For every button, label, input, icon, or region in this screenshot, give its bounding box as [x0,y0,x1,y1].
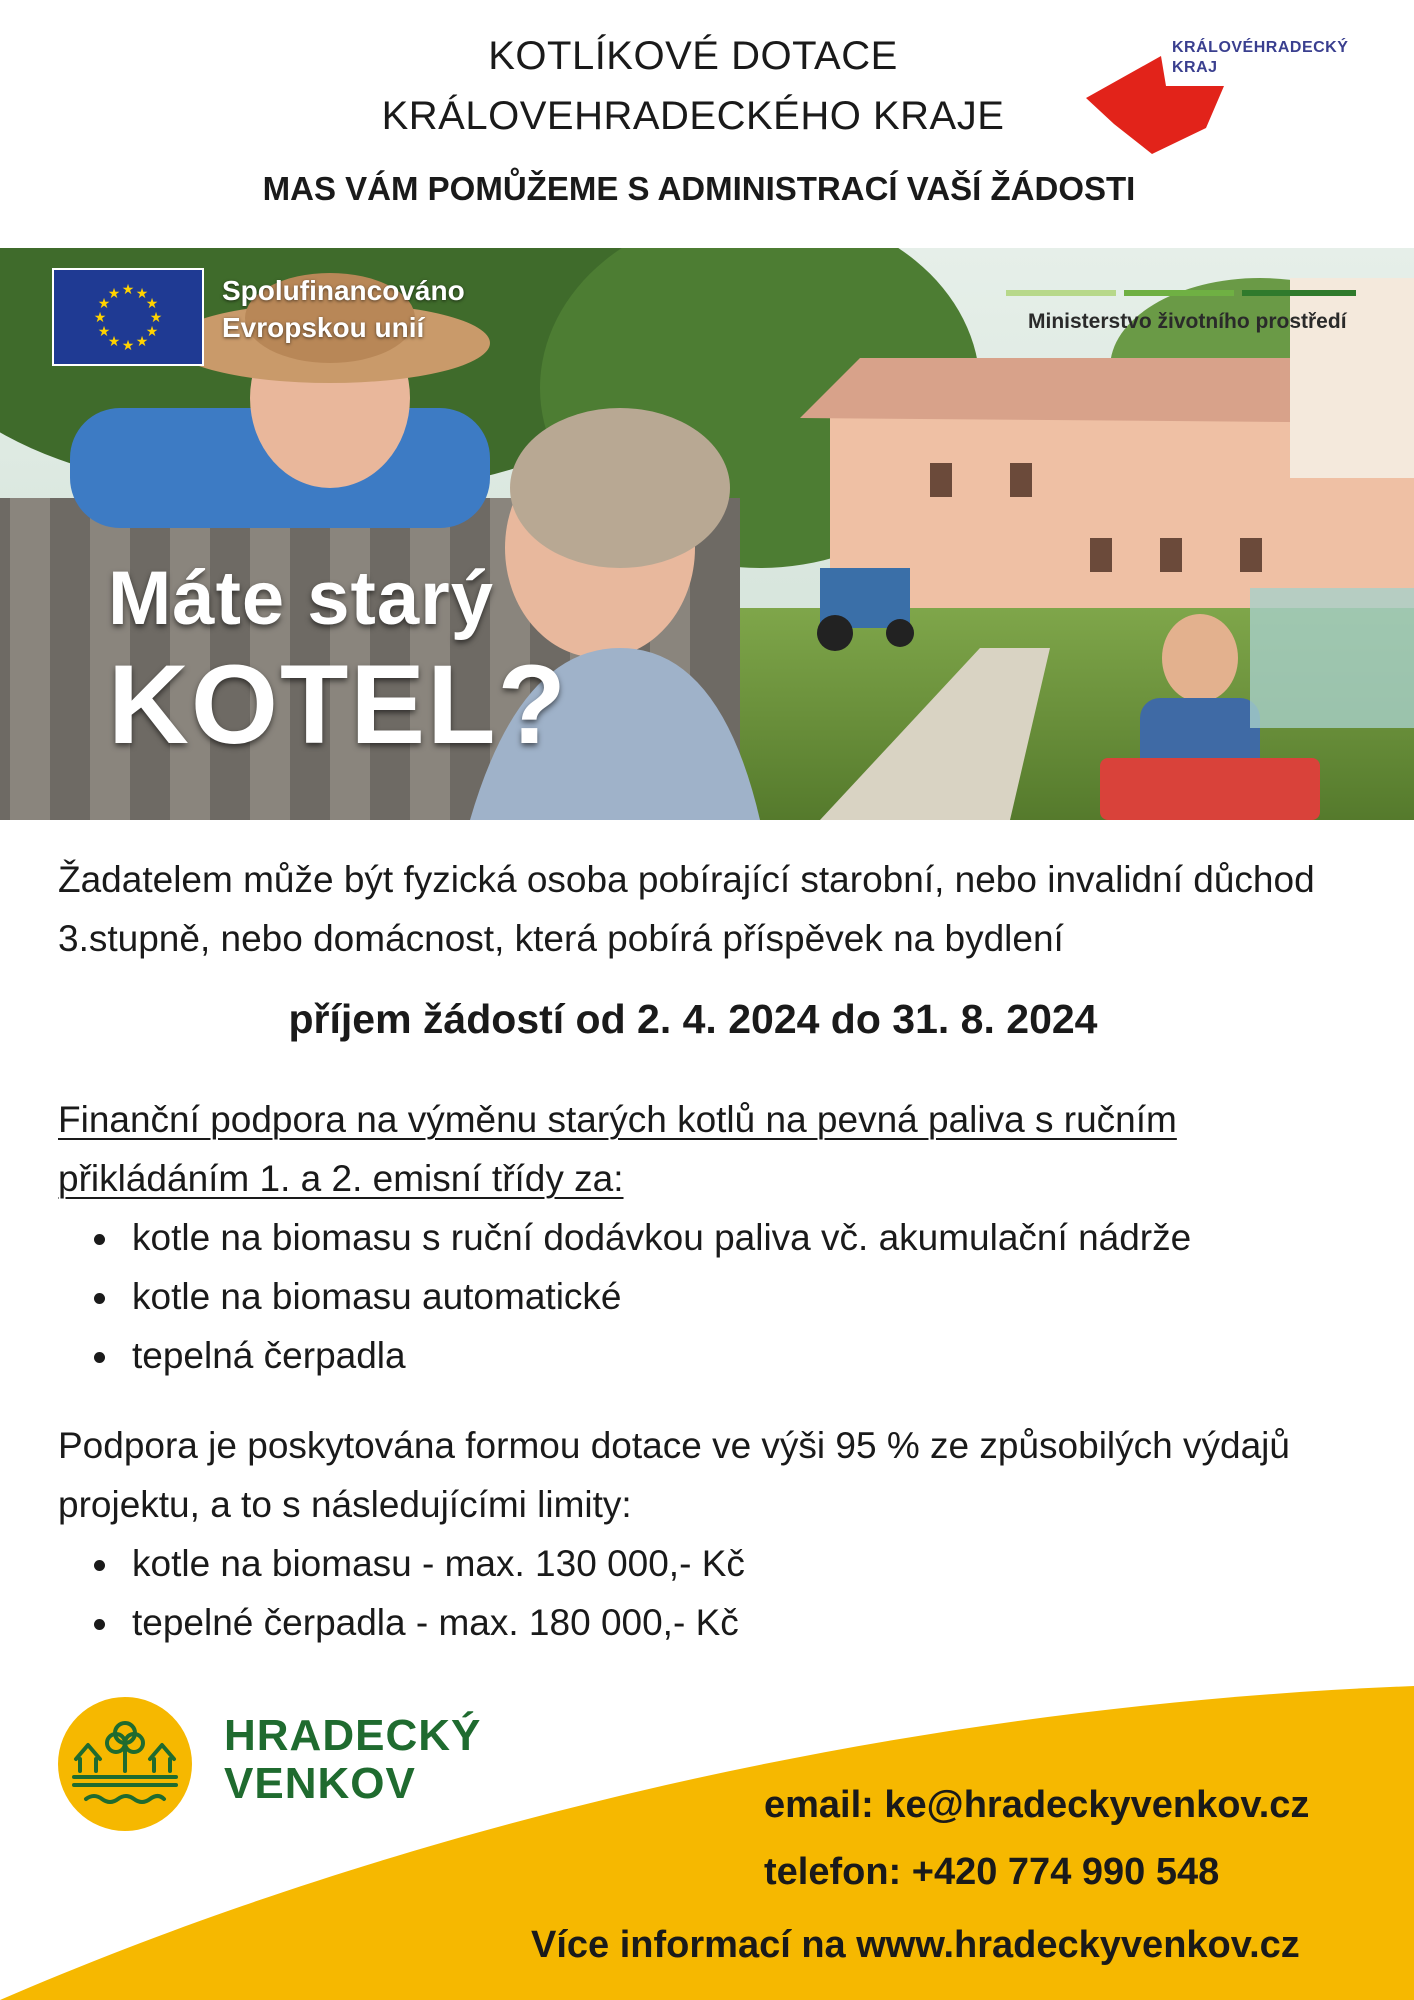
ministry-label: Ministerstvo životního prostředí [1028,310,1347,333]
list-item: kotle na biomasu s ruční dodávkou paliva vč. akumulační nádrže [58,1208,1191,1267]
title-line-1: KOTLÍKOVÉ DOTACE [488,34,898,78]
ministry-logo-bars [1006,290,1356,298]
list-item: tepelné čerpadla - max. 180 000,- Kč [58,1593,745,1652]
website-link[interactable]: Více informací na www.hradeckyvenkov.cz [531,1924,1300,1966]
banner-headline-line-2: KOTEL? [108,642,568,767]
svg-text:★: ★ [97,296,111,312]
svg-text:★: ★ [145,324,159,340]
svg-text:★: ★ [97,324,111,340]
svg-text:★: ★ [149,310,163,326]
application-period: příjem žádostí od 2. 4. 2024 do 31. 8. 2024 [288,996,1098,1042]
support-list [58,1208,1191,1385]
contact-phone-link[interactable]: telefon: +420 774 990 548 [764,1851,1220,1893]
contact-email-link[interactable]: email: ke@hradeckyvenkov.cz [764,1784,1310,1826]
svg-text:★: ★ [145,296,159,312]
list-item: tepelná čerpadla [58,1326,1191,1385]
limits-list [58,1534,745,1652]
list-item: kotle na biomasu automatické [58,1267,1191,1326]
eu-flag-icon [52,268,204,366]
svg-text:★: ★ [135,334,149,350]
svg-text:★: ★ [121,282,135,298]
eligibility-text: Žadatelem může být fyzická osoba pobírající starobní, nebo invalidní důchod 3.stupně, nebo domácnost, která pobírá příspěvek na bydlení [58,859,1315,959]
svg-text:★: ★ [135,286,149,302]
region-logo-text: KRÁLOVÉHRADECKÝ KRAJ [1172,39,1349,76]
svg-text:★: ★ [121,338,135,354]
eu-cofinanced-label: Spolufinancováno Evropskou unií [222,275,465,343]
support-heading: Finanční podpora na výměnu starých kotlů na pevná paliva s ručním přikládáním 1. a 2. emisní třídy za: [58,1099,1177,1199]
organization-name: HRADECKÝ VENKOV [224,1711,482,1808]
subsidy-text: Podpora je poskytována formou dotace ve výši 95 % ze způsobilých výdajů projektu, a to s následujícími limity: [58,1425,1290,1525]
hradecky-venkov-logo-icon [58,1697,192,1831]
svg-text:★: ★ [107,286,121,302]
svg-text:★: ★ [107,334,121,350]
banner-headline-line-1: Máte starý [108,556,494,641]
svg-text:★: ★ [93,310,107,326]
list-item: kotle na biomasu - max. 130 000,- Kč [58,1534,745,1593]
subtitle: MAS VÁM POMŮŽEME S ADMINISTRACÍ VAŠÍ ŽÁDOSTI [262,170,1136,207]
title-line-2: KRÁLOVEHRADECKÉHO KRAJE [381,94,1005,138]
